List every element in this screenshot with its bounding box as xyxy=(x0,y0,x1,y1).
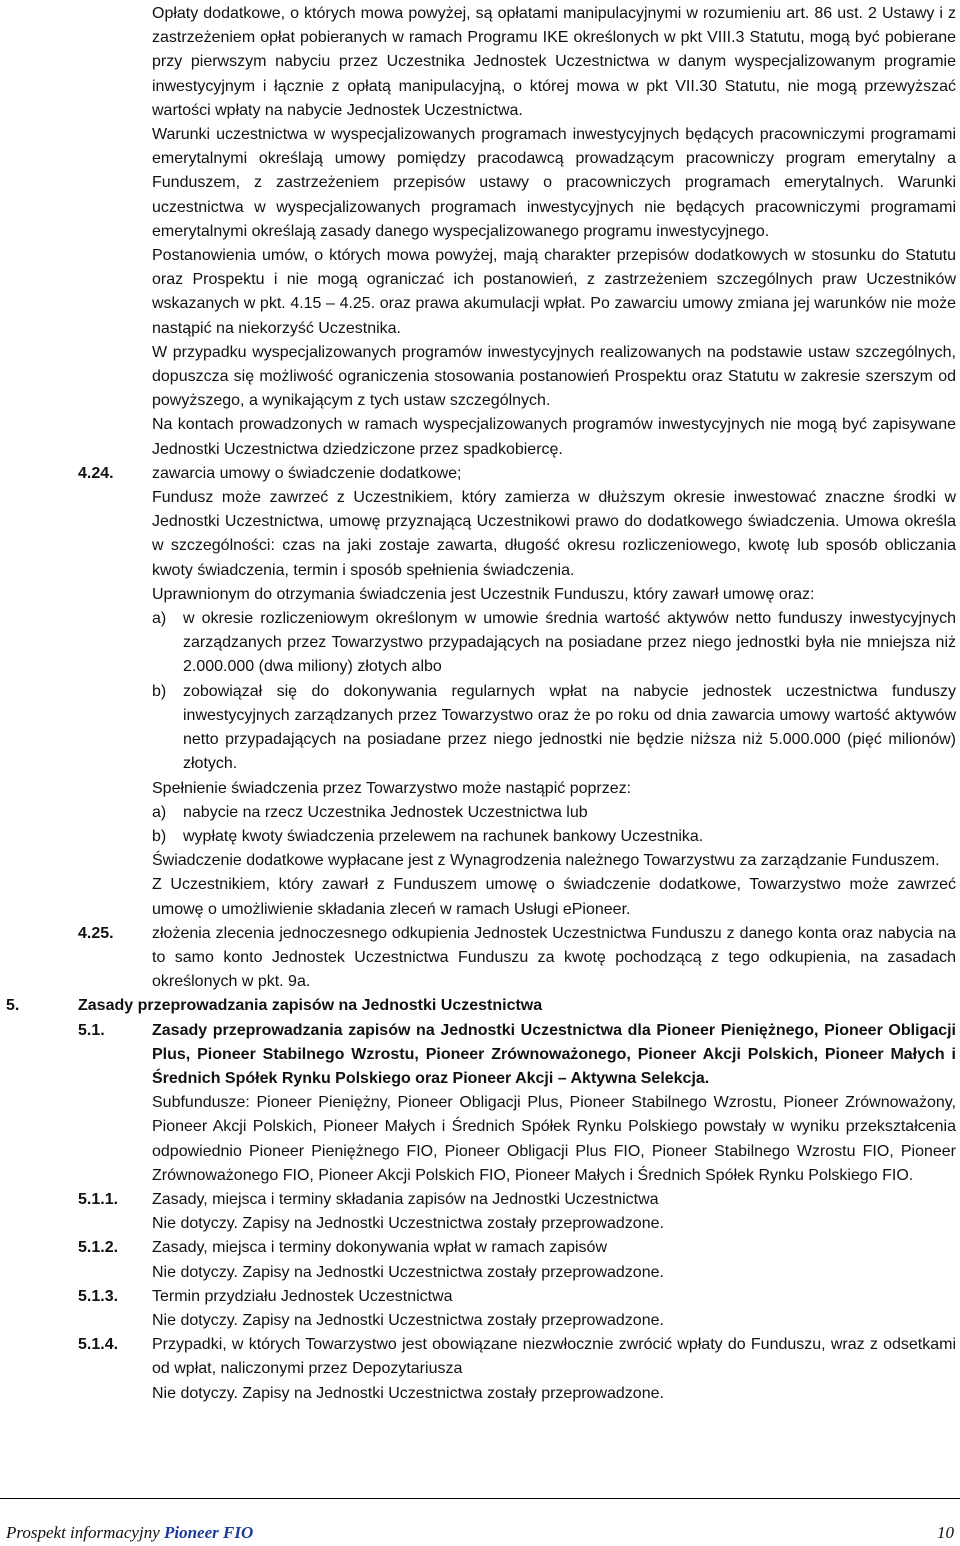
section-number: 5. xyxy=(6,997,20,1015)
subitem-5-1-3 xyxy=(0,1285,960,1309)
list-text: w okresie rozliczeniowym określonym w umowie średnia wartość aktywów netto funduszy inwestycyjnych zarządzanych przez Towarzystwo przypadających na posiadane przez niego jednostki była nie mniejsza niż 2.000.000 (dwa miliony) złotych albo xyxy=(183,610,956,676)
paragraph: Uprawnionym do otrzymania świadczenia jest Uczestnik Funduszu, który zawarł umowę oraz: xyxy=(152,585,815,603)
subitem-number: 5.1.1. xyxy=(78,1190,119,1208)
subitem-title: Zasady, miejsca i terminy dokonywania wpłat w ramach zapisów xyxy=(152,1239,607,1257)
item-number: 4.24. xyxy=(78,464,114,482)
list-text: zobowiązał się do dokonywania regularnych wpłat na nabycie jednostek uczestnictwa funduszy inwestycyjnych zarządzanych przez Towarzystwo oraz że po roku od dnia zawarcia umowy wartość aktywów netto przypadających na posiadane przez niego jednostki nie będzie niższa niż 5.000.000 (pięć milionów) złotych. xyxy=(183,682,956,773)
subitem-number: 5.1.2. xyxy=(78,1239,119,1257)
list-letter: b) xyxy=(152,682,167,700)
list-item xyxy=(0,825,960,849)
paragraph: Postanowienia umów, o których mowa powyżej, mają charakter przepisów dodatkowych w stosunku do Statutu oraz Prospektu i nie mogą ograniczać ich postanowień, z zastrzeżeniem szczególnych praw Uczestników wskazanych w pkt. 4.15 – 4.25. oraz prawa akumulacji wpłat. Po zawarciu umowy zmiana jej warunków nie może nastąpić na niekorzyść Uczestnika. xyxy=(152,247,956,337)
paragraph: Warunki uczestnictwa w wyspecjalizowanych programach inwestycyjnych będących pracowniczymi programami emerytalnymi określają umowy pomiędzy pracodawcą prowadzącym pracowniczy program emerytalny a Funduszem, z zastrzeżeniem przepisów ustawy o pracowniczych programach emerytalnych. Warunki uczestnictwa w wyspecjalizowanych programach inwestycyjnych nie będących pracowniczymi programami emerytalnymi określają zasady danego wyspecjalizowanego programu inwestycyjnego. xyxy=(152,126,956,240)
paragraph: Subfundusze: Pioneer Pieniężny, Pioneer Obligacji Plus, Pioneer Stabilnego Wzrostu, Pioneer Zrównoważony, Pioneer Akcji Polskich, Pioneer Małych i Średnich Spółek Rynku Polskiego powstały w wyniku przekształcenia odpowiednio Pioneer Pieniężnego FIO, Pioneer Obligacji Plus FIO, Pioneer Stabilnego Wzrostu FIO, Pioneer Zrównoważonego FIO, Pioneer Akcji Polskich FIO, Pioneer Małych i Średnich Spółek Rynku Polskiego FIO. xyxy=(152,1094,956,1184)
footer-title xyxy=(6,1521,253,1545)
page-footer xyxy=(0,1498,960,1546)
subitem-title: Zasady, miejsca i terminy składania zapisów na Jednostki Uczestnictwa xyxy=(152,1190,659,1208)
list-text: nabycie na rzecz Uczestnika Jednostek Uczestnictwa lub xyxy=(183,803,588,821)
footer-prefix: Prospekt informacyjny xyxy=(6,1523,164,1542)
footer-brand: Pioneer FIO xyxy=(164,1523,254,1542)
paragraph: Fundusz może zawrzeć z Uczestnikiem, który zamierza w dłuższym okresie inwestować znaczne środki w Jednostki Uczestnictwa, umowę przyznającą Uczestnikowi prawo do dodatkowego świadczenia. Umowa określa w szczególności: czas na jaki zostaje zawarta, długość okresu rozliczeniowego, kwotę lub sposób obliczania kwoty świadczenia, termin i sposób spełnienia świadczenia. xyxy=(152,489,956,579)
item-number: 4.25. xyxy=(78,924,114,942)
page-number: 10 xyxy=(937,1523,954,1542)
paragraph: Świadczenie dodatkowe wypłacane jest z Wynagrodzenia należnego Towarzystwu za zarządzanie Funduszem. xyxy=(152,852,940,870)
subitem-text: Nie dotyczy. Zapisy na Jednostki Uczestnictwa zostały przeprowadzone. xyxy=(152,1215,664,1233)
paragraph: Opłaty dodatkowe, o których mowa powyżej, są opłatami manipulacyjnymi w rozumieniu art. 86 ust. 2 Ustawy i z zastrzeżeniem opłat pobieranych w ramach Programu IKE określonych w pkt VIII.3 Statutu, mogą być pobierane przy pierwszym nabyciu przez Uczestnika Jednostek Uczestnictwa w danym wyspecjalizowanym programie inwestycyjnym i łącznie z opłatą manipulacyjną, o której mowa w pkt VII.30 Statutu, nie mogą przewyższać wartości wpłaty na nabycie Jednostek Uczestnictwa. xyxy=(152,5,956,119)
item-title: zawarcia umowy o świadczenie dodatkowe; xyxy=(152,464,462,482)
list-item xyxy=(0,680,960,777)
subitem-5-1-4 xyxy=(0,1333,960,1381)
paragraph: Na kontach prowadzonych w ramach wyspecjalizowanych programów inwestycyjnych nie mogą być zapisywane Jednostki Uczestnictwa dziedziczone przez spadkobiercę. xyxy=(152,416,956,458)
subsection-number: 5.1. xyxy=(78,1021,105,1039)
list-letter: a) xyxy=(152,803,167,821)
subitem-title: Termin przydziału Jednostek Uczestnictwa xyxy=(152,1287,453,1305)
section-title: Zasady przeprowadzania zapisów na Jednostki Uczestnictwa xyxy=(78,997,543,1015)
list-text: wypłatę kwoty świadczenia przelewem na rachunek bankowy Uczestnika. xyxy=(183,827,704,845)
subitem-text: Nie dotyczy. Zapisy na Jednostki Uczestnictwa zostały przeprowadzone. xyxy=(152,1384,664,1402)
section-5-heading xyxy=(0,994,960,1018)
paragraph: Spełnienie świadczenia przez Towarzystwo może nastąpić poprzez: xyxy=(152,779,632,797)
list-letter: a) xyxy=(152,610,167,628)
subitem-5-1-2 xyxy=(0,1236,960,1260)
paragraph: W przypadku wyspecjalizowanych programów inwestycyjnych realizowanych na podstawie ustaw szczególnych, dopuszcza się możliwość ograniczenia stosowania postanowień Prospektu oraz Statutu w zakresie szerszym od powyższego, a wynikającym z tych ustaw szczególnych. xyxy=(152,343,956,410)
list-letter: b) xyxy=(152,827,167,845)
document-body xyxy=(0,2,960,1406)
subitem-title: Przypadki, w których Towarzystwo jest obowiązane niezwłocznie zwrócić wpłaty do Funduszu, wraz z odsetkami od wpłat, naliczonymi przez Depozytariusza xyxy=(152,1336,956,1378)
item-text: złożenia zlecenia jednoczesnego odkupienia Jednostek Uczestnictwa Funduszu z danego konta oraz nabycia na to samo konto Jednostek Uczestnictwa Funduszu za kwotę pochodzącą z tego odkupienia, na zasadach określonych w pkt. 9a. xyxy=(152,924,956,991)
item-4-24 xyxy=(0,462,960,486)
item-4-25 xyxy=(0,922,960,995)
subitem-number: 5.1.3. xyxy=(78,1287,119,1305)
list-item xyxy=(0,607,960,680)
subitem-number: 5.1.4. xyxy=(78,1336,119,1354)
subitem-text: Nie dotyczy. Zapisy na Jednostki Uczestnictwa zostały przeprowadzone. xyxy=(152,1263,664,1281)
list-item xyxy=(0,801,960,825)
subitem-5-1-1 xyxy=(0,1188,960,1212)
subsection-5-1 xyxy=(0,1019,960,1092)
subsection-title: Zasady przeprowadzania zapisów na Jednostki Uczestnictwa dla Pioneer Pieniężnego, Pioneer Obligacji Plus, Pioneer Stabilnego Wzrostu, Pioneer Zrównoważonego, Pioneer Akcji Polskich, Pioneer Małych i Średnich Spółek Rynku Polskiego oraz Pioneer Akcji – Aktywna Selekcja. xyxy=(152,1021,956,1087)
paragraph: Z Uczestnikiem, który zawarł z Funduszem umowę o świadczenie dodatkowe, Towarzystwo może zawrzeć umowę o umożliwienie składania zleceń w ramach Usługi ePioneer. xyxy=(152,876,956,918)
subitem-text: Nie dotyczy. Zapisy na Jednostki Uczestnictwa zostały przeprowadzone. xyxy=(152,1311,664,1329)
